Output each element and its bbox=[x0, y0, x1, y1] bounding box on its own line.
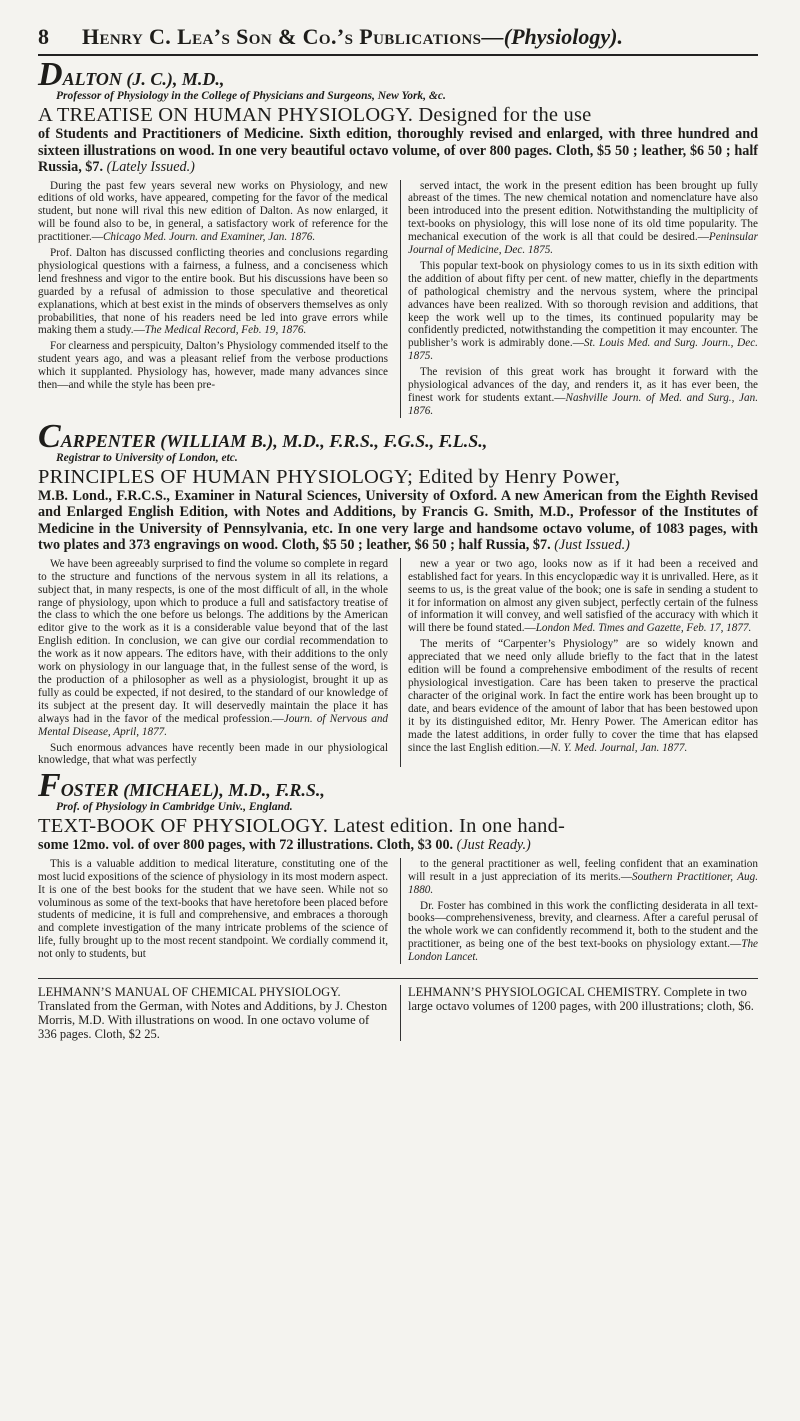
page-number: 8 bbox=[38, 24, 49, 49]
book-description bbox=[38, 837, 758, 854]
author-affiliation: Prof. of Physiology in Cambridge Univ., England. bbox=[56, 801, 293, 814]
book-title: TEXT-BOOK OF PHYSIOLOGY. Latest edition. In one hand- bbox=[38, 815, 566, 838]
review-text: The merits of “Carpenter’s Physiology” are so widely known and appreciated that we need only allude briefly to the fact that in the latest edition will be found a comprehensive embodiment of the results of recent physiological investigation. Care has been taken to preserve the practical character of the original work. In fact the entire work has been brought up to date, and bears evidence of the amount of labor that has been bestowed upon it by its distinguished editor, Mr. Henry Power. The American editor has made the latest additions, in order fully to cover the time that has elapsed since the last English edition.— bbox=[408, 638, 758, 754]
review-paragraph bbox=[38, 247, 388, 337]
author-initial: C bbox=[38, 417, 61, 455]
review-source: N. Y. Med. Journal, Jan. 1877. bbox=[550, 741, 688, 754]
review-source: London Med. Times and Gazette, Feb. 17, 1877. bbox=[535, 622, 752, 635]
review-text: We have been agreeably surprised to find the volume so complete in regard to the structure and functions of the nervous system in all its relations, a subject that, in many respects, is one of the most difficult of all, in the whole range of physiology, upon which to produce a full and satisfactory treatise of the class to which the one before us belongs. The additions by the American editor give to the work as it is a considerable value beyond that of the last English edition. In conclusion, we can give our cordial recommendation to the work as it now appears. The editors have, with their additions to the only work on physiology in our language that, in the fullest sense of the word, is the production of a philosopher as well as a physiologist, brought it up as fully as could be expected, if not desired, to the standard of our knowledge of its subject at the present day. It will deservedly maintain the place it has always had in the favor of the medical profession.— bbox=[38, 557, 388, 725]
review-source: The Medical Record, Feb. 19, 1876. bbox=[144, 324, 307, 337]
lehmann-manual-notice: LEHMANN’S MANUAL OF CHEMICAL PHYSIOLOGY. Translated from the German, with Notes and Additions, by J. Cheston Morris, M.D. With illustrations on wood. In one octavo volume of 336 pages. Cloth, $2 25. bbox=[38, 985, 388, 1042]
publication-status: (Just Ready.) bbox=[456, 837, 531, 854]
review-paragraph bbox=[408, 858, 758, 897]
book-details: M.B. Lond., F.R.C.S., Examiner in Natural Sciences, University of Oxford. A new American from the Eighth Revised and Enlarged English Edition, with Notes and Additions, by Francis G. Smith, M.D., Professor of the Institutes of Medicine in the University of Pennsylvania, etc. In one very large and handsome octavo volume, of 1083 pages, with two plates and 373 engravings on wood. Cloth, $5 50 ; leather, $6 50 ; half Russia, $7. bbox=[38, 487, 758, 554]
review-source: Southern Practitioner, Aug. 1880. bbox=[408, 870, 758, 896]
book-details: some 12mo. vol. of over 800 pages, with 72 illustrations. Cloth, $3 00. bbox=[38, 837, 454, 854]
author-affiliation: Professor of Physiology in the College of Physicians and Surgeons, New York, &c. bbox=[56, 90, 446, 102]
review-paragraph bbox=[408, 260, 758, 363]
review-paragraph bbox=[38, 180, 388, 245]
review-paragraph bbox=[38, 558, 388, 739]
publication-status: (Just Issued.) bbox=[554, 537, 630, 554]
author-name: CARPENTER (WILLIAM B.), M.D., F.R.S., F.G.S., F.L.S., bbox=[38, 417, 488, 455]
review-text: new a year or two ago, looks now as if it had been a received and established fact for years. In this encyclopædic way it is unrivalled. Here, as it seems to us, is the great value of the book; one is safe in sending a student to it for information on almost any given subject, perfectly certain of the fulness of information it will convey, and well satisfied of the accuracy with which it will there be found stated.— bbox=[408, 557, 758, 635]
review-column bbox=[38, 558, 388, 768]
review-text: Such enormous advances have recently been made in our physiological knowledge, that what was perfectly bbox=[38, 741, 388, 767]
review-paragraph bbox=[38, 742, 388, 768]
review-text: This popular text-book on physiology comes to us in its sixth edition with the addition of about fifty per cent. of new matter, chiefly in the departments of pathological chemistry and the nervous system, where the principal advances have been realized. With so thorough revision and additions, that keep the work well up to the times, its continued popularity may be confidently predicted, notwithstanding the competition it may encounter. The publisher’s work is admirably done.— bbox=[408, 259, 758, 350]
author-affiliation: Registrar to University of London, etc. bbox=[56, 451, 238, 464]
review-source: The London Lancet. bbox=[408, 938, 758, 964]
review-paragraph bbox=[38, 858, 388, 961]
review-column bbox=[400, 558, 758, 768]
review-column bbox=[400, 858, 758, 964]
review-source: Nashville Journ. of Med. and Surg., Jan. 1876. bbox=[408, 392, 758, 417]
review-column bbox=[38, 180, 388, 418]
review-text: The revision of this great work has brought it forward with the physiological advances of the day, and renders it, as it has ever been, the finest work for students extant.— bbox=[408, 366, 758, 404]
publisher-heading: Henry C. Lea’s Son & Co.’s Publications— bbox=[82, 24, 504, 49]
book-entries bbox=[38, 56, 758, 964]
book-description bbox=[38, 488, 758, 554]
review-text: During the past few years several new works on Physiology, and new editions of old works, have appeared, competing for the favor of the medical student, but none will rival this new edition of Dalton. As now enlarged, it will be found also to be, in general, a satisfactory work of reference for the practitioner.— bbox=[38, 179, 388, 244]
book-entry bbox=[38, 56, 758, 418]
review-paragraph bbox=[408, 180, 758, 257]
review-source: St. Louis Med. and Surg. Journ., Dec. 1875. bbox=[408, 337, 758, 363]
author-name: DALTON (J. C.), M.D., bbox=[38, 56, 225, 93]
review-text: Dr. Foster has combined in this work the conflicting desiderata in all text-books—comprehensiveness, brevity, and clearness. After a careful perusal of the whole work we can confidently recommend it, both to the student and the practitioner, as being one of the best text-books on physiology extant.— bbox=[408, 899, 758, 951]
review-column bbox=[400, 180, 758, 418]
book-entry bbox=[38, 767, 758, 964]
review-text: Prof. Dalton has discussed conflicting theories and conclusions regarding physiological questions with a fairness, a fulness, and a conciseness which lend freshness and vigor to the entire book. But his discussions have been so guarded by a refusal of admission to those speculative and theoretical explanations, which at best exist in the minds of observers themselves as only probabilities, that none of his readers need be led into grave errors while making them a study.— bbox=[38, 247, 388, 337]
review-paragraph bbox=[408, 638, 758, 754]
review-column bbox=[38, 858, 388, 964]
review-source: Journ. of Nervous and Mental Disease, April, 1877. bbox=[38, 712, 389, 738]
review-text: served intact, the work in the present edition has been brought up fully abreast of the times. The new chemical notation and nomenclature have also been introduced into the present edition. Notwithstanding the multiplicity of text-books on physiology, this will lose none of its old time popularity. The mechanical execution of the work is all that could be desired.— bbox=[408, 179, 758, 244]
review-text: This is a valuable addition to medical literature, constituting one of the most lucid expositions of the science of physiology in its most modern aspect. It is one of the best books for the student that we have seen. While not so voluminous as some of the text-books that have heretofore been placed before students of medicine, it is full and comprehensive, and embraces a thorough and complete investigation of the many intricate problems of the science of life, fully brought up to the most recent standpoint. We cordially commend it, not only to students, but bbox=[38, 857, 388, 961]
topic-heading: (Physiology). bbox=[503, 24, 623, 49]
footer-notices bbox=[38, 978, 758, 1041]
author-name: FOSTER (MICHAEL), M.D., F.R.S., bbox=[38, 767, 325, 805]
page-header bbox=[38, 24, 758, 56]
review-columns bbox=[38, 558, 758, 768]
review-paragraph bbox=[408, 558, 758, 635]
review-text: to the general practitioner as well, feeling confident that an examination will result in a just appreciation of its merits.— bbox=[408, 857, 758, 883]
book-entry bbox=[38, 417, 758, 768]
book-details: of Students and Practitioners of Medicine. Sixth edition, thoroughly revised and enlarged, with three hundred and sixteen illustrations on wood. In one very beautiful octavo volume, of over 800 pages. Cloth, $5 50 ; leather, $6 50 ; half Russia, $7. bbox=[38, 126, 758, 175]
book-title: PRINCIPLES OF HUMAN PHYSIOLOGY; Edited by Henry Power, bbox=[38, 465, 621, 488]
publication-status: (Lately Issued.) bbox=[106, 159, 195, 175]
review-paragraph bbox=[408, 366, 758, 418]
review-paragraph bbox=[408, 900, 758, 965]
review-text: For clearness and perspicuity, Dalton’s Physiology commended itself to the student years ago, and was a pleasant relief from the verbose productions which it supplanted. Physiology has, however, made many advances since then—and while the style has been pre- bbox=[38, 340, 388, 392]
author-initial: F bbox=[38, 767, 61, 805]
review-paragraph bbox=[38, 340, 388, 392]
book-title: A TREATISE ON HUMAN PHYSIOLOGY. Designed for the use bbox=[38, 104, 592, 126]
author-initial: D bbox=[38, 56, 63, 93]
book-description bbox=[38, 126, 758, 176]
review-source: Peninsular Journal of Medicine, Dec. 1875. bbox=[408, 231, 758, 257]
review-columns bbox=[38, 858, 758, 964]
review-source: Chicago Med. Journ. and Examiner, Jan. 1876. bbox=[102, 231, 316, 244]
lehmann-chemistry-notice: LEHMANN’S PHYSIOLOGICAL CHEMISTRY. Complete in two large octavo volumes of 1200 pages, with 200 illustrations; cloth, $6. bbox=[400, 985, 758, 1041]
review-columns bbox=[38, 180, 758, 418]
